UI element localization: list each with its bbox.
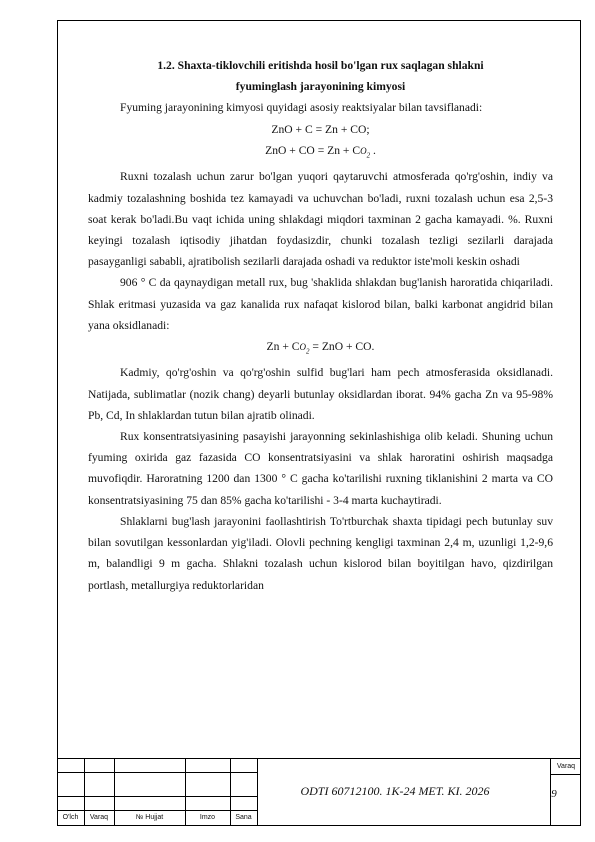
sheet-label: Varaq bbox=[556, 763, 576, 770]
formula-3 bbox=[88, 336, 553, 363]
document-body bbox=[88, 55, 553, 596]
heading-line-1: 1.2. Shaxta-tiklovchili eritishda hosil bo'lgan rux saqlagan shlakni bbox=[157, 59, 484, 72]
tb-label-varaq: Varaq bbox=[89, 814, 109, 821]
paragraph-4: Kadmiy, qo'rg'oshin va qo'rg'oshin sulfid bug'lari ham pech atmosferasida oksidlanadi. Natijada, sublimatlar (nozik chang) deyarli butunlay oksidlardan iborat. 94% gacha Zn va 95-98% Pb, Cd, In shlaklardan tutun bilan ajratib olinadi. bbox=[88, 366, 553, 422]
heading-line-2: fyuminglash jarayonining kimyosi bbox=[235, 80, 406, 94]
tb-line-top bbox=[57, 758, 581, 759]
formula-2-subscript: 2 bbox=[366, 151, 371, 160]
paragraph-3: 906 ° C da qaynaydigan metall rux, bug 'shaklida shlakdan bug'lanish haroratida chiqariladi. Shlak eritmasi yuzasida va gaz kanalida rux nafaqat kislorod bilan, balki karbonat angidrid bilan yana oksidlanadi: bbox=[88, 276, 553, 332]
formula-3-end: = ZnO + CO. bbox=[309, 339, 375, 353]
paragraph-5: Rux konsentratsiyasining pasayishi jarayonning sekinlashishiga olib keladi. Shuning uchun fyuming oxirida gaz fazasida CO konsentratsiyasini va shlak haroratini oshirish maqsadga muvofiqdir. Haroratning 1200 dan 1300 ° C gacha ko'tarilishi ruxning tiklanishini 2 marta va CO konsentratsiyasining 75 dan 85% gacha ko'tarilishi - 3-4 marta kuchaytiradi. bbox=[88, 430, 553, 507]
tb-line-row2 bbox=[57, 796, 257, 797]
paragraph-2: Ruxni tozalash uchun zarur bo'lgan yuqori qaytaruvchi atmosferada qo'rg'oshin, indiy va kadmiy tozalashning boshida tez kamayadi va uchuvchan bo'ladi, ruxni tozalash uchun esa 2,5-3 soat kerak bo'ladi.Bu vaqt ichida uning shlakdagi miqdori taxminan 2 gacha kamayadi. %. Ruxni keyingi tozalash iqtisodiy jihatdan foydasizdir, chunki tozalash tezligi sezilarli darajada pasayganligi sababli, ajratibolish sezilarli darajada oshadi va reduktor iste'moli keskin oshadi bbox=[88, 170, 553, 269]
tb-line-varaq bbox=[550, 774, 581, 775]
formula-2-main: ZnO + CO = Zn + C bbox=[265, 143, 361, 157]
page-number: 9 bbox=[551, 788, 557, 800]
title-block bbox=[57, 758, 581, 826]
tb-line-row1 bbox=[57, 772, 257, 773]
tb-label-olch: O'lch bbox=[62, 814, 79, 821]
formula-1: ZnO + C = Zn + CO; bbox=[271, 122, 370, 136]
tb-line-row3 bbox=[57, 810, 257, 811]
document-code: ODTI 60712100. 1K-24 MET. KI. 2026 bbox=[300, 784, 490, 798]
formula-2-end: . bbox=[370, 143, 376, 157]
section-heading bbox=[88, 55, 553, 97]
tb-label-hujjat: № Hujjat bbox=[135, 814, 164, 821]
formula-3-main: Zn + C bbox=[266, 339, 300, 353]
formula-2 bbox=[88, 140, 553, 167]
formula-3-subscript: 2 bbox=[306, 347, 310, 356]
formula-2-o: O bbox=[360, 145, 367, 156]
paragraph-1: Fyuming jarayonining kimyosi quyidagi asosiy reaktsiyalar bilan tavsiflanadi: bbox=[120, 101, 483, 115]
paragraph-6: Shlaklarni bug'lash jarayonini faollashtirish To'rtburchak shaxta tipidagi pech butunlay suv bilan sovutilgan kessonlardan yig'iladi. Olovli pechning kengligi taxminan 2,4 m, uzunligi 1,2-9,6 m, balandligi 9 m gacha. Shlakni tozalash uchun kislorod bilan boyitilgan havo, qizdirilgan portlash, metallurgiya reduktorlaridan bbox=[88, 514, 553, 592]
tb-label-sana: Sana bbox=[235, 814, 252, 821]
tb-label-imzo: Imzo bbox=[199, 814, 216, 821]
formula-3-o: O bbox=[299, 341, 306, 352]
tb-col-5 bbox=[257, 758, 258, 826]
